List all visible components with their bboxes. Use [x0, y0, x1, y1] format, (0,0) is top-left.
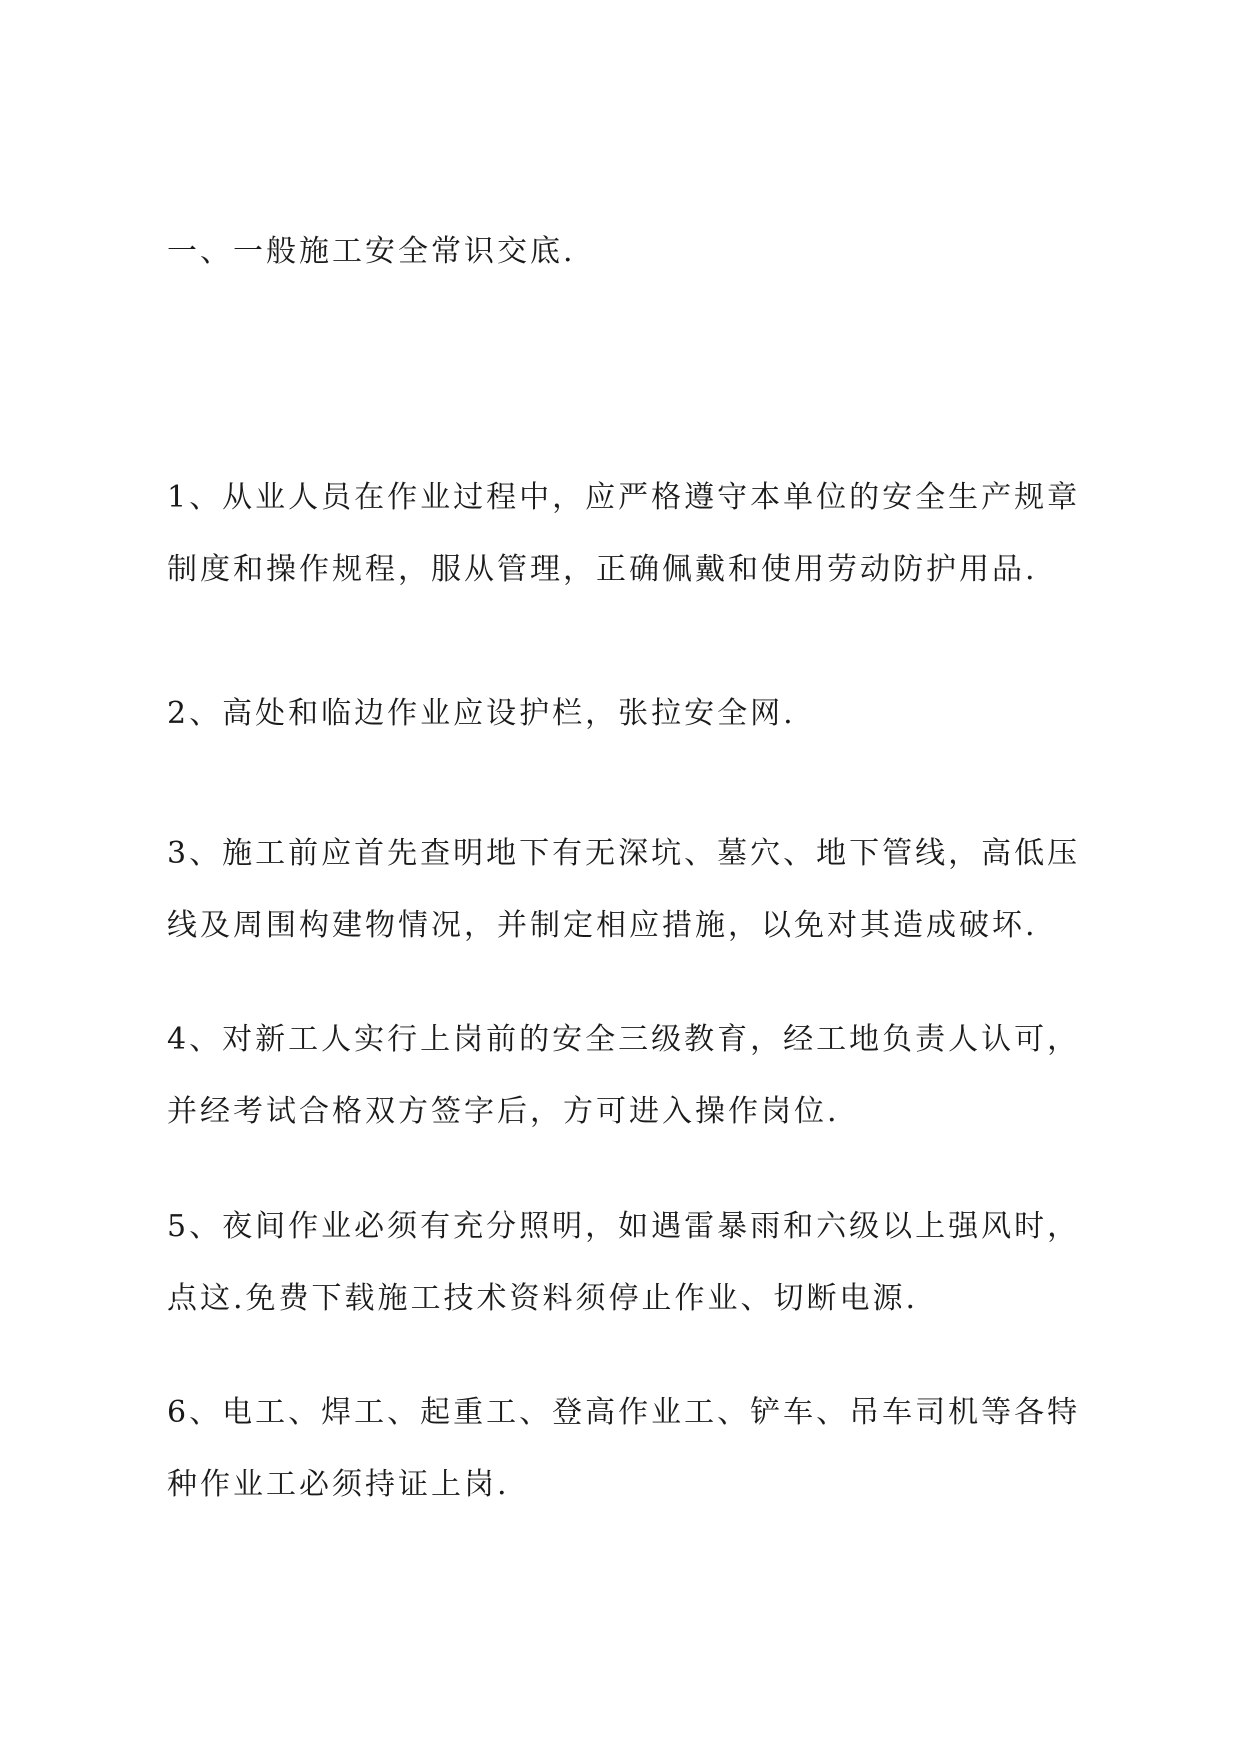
item-3-line-2: 线及周围构建物情况，并制定相应措施，以免对其造成破坏. [167, 908, 1038, 943]
item-4-line-1: 4、对新工人实行上岗前的安全三级教育，经工地负责人认可， [167, 1022, 1081, 1057]
item-5-line-1: 5、夜间作业必须有充分照明，如遇雷暴雨和六级以上强风时， [167, 1209, 1081, 1244]
item-6-line-1: 6、电工、焊工、起重工、登高作业工、铲车、吊车司机等各特 [167, 1395, 1081, 1430]
item-5-line-2: 点这.免费下载施工技术资料须停止作业、切断电源. [167, 1281, 919, 1316]
item-3-paragraph [167, 830, 1087, 974]
section-heading: 一、一般施工安全常识交底. [167, 234, 576, 269]
item-2-paragraph [167, 690, 1087, 762]
item-1-line-2: 制度和操作规程，服从管理，正确佩戴和使用劳动防护用品. [167, 552, 1038, 587]
item-4-line-2: 并经考试合格双方签字后，方可进入操作岗位. [167, 1094, 840, 1129]
item-1-line-1: 1、从业人员在作业过程中，应严格遵守本单位的安全生产规章 [167, 480, 1081, 515]
item-3-line-1: 3、施工前应首先查明地下有无深坑、墓穴、地下管线，高低压 [167, 836, 1081, 871]
item-1-paragraph [167, 474, 1087, 618]
item-4-paragraph [167, 1016, 1087, 1160]
item-2-line-1: 2、高处和临边作业应设护栏，张拉安全网. [167, 696, 796, 731]
item-6-line-2: 种作业工必须持证上岗. [167, 1467, 510, 1502]
item-6-paragraph [167, 1389, 1087, 1533]
item-5-paragraph [167, 1203, 1087, 1347]
